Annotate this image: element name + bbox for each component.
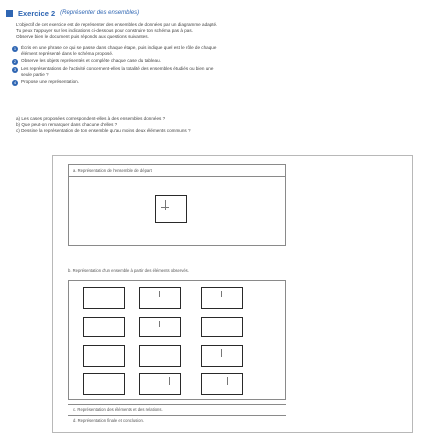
question-number-badge: 1 — [13, 46, 17, 51]
answer-cell[interactable] — [201, 287, 243, 309]
question-text: Propose une représentation. — [21, 79, 79, 84]
footnote: d. Représentation finale et conclusion. — [73, 418, 144, 423]
question-number-badge: 2 — [13, 59, 17, 64]
question-text: Les représentations de l'activité concernent-elles la totalité des ensembles étudiés ou bien une seule partie ? — [21, 66, 214, 77]
answer-cell[interactable] — [139, 287, 181, 309]
sub-question: a) Les cases proposées correspondent-elles à des ensembles données ? — [16, 116, 166, 121]
question-text: Écris en une phrase ce qui se passe dans chaque étape, puis indique quel est le rôle de chaque élément représenté dans le schéma proposé. — [21, 45, 217, 56]
exercise-subtitle: (Représenter des ensembles) — [60, 10, 140, 16]
answer-cell[interactable] — [201, 317, 243, 337]
answer-grid — [68, 280, 286, 400]
footnote: c. Représentation des éléments et des relations. — [73, 407, 163, 412]
answer-cell[interactable] — [83, 373, 125, 395]
answer-cell[interactable] — [83, 287, 125, 309]
intro-line: L'objectif de cet exercice est de représenter des ensembles de données par un diagramme adapté. — [16, 22, 218, 27]
cell-mark — [221, 349, 222, 357]
top-diagram-cell — [155, 195, 187, 223]
cell-mark — [161, 207, 169, 208]
question-item — [12, 79, 436, 86]
question-text: Observe les objets représentés et complète chaque case du tableau. — [21, 58, 161, 63]
cell-mark — [159, 291, 160, 297]
intro-line: Tu peux t'appuyer sur les indications ci-dessous pour construire ton schéma pas à pas. — [16, 28, 193, 33]
cell-mark — [159, 321, 160, 327]
answer-cell[interactable] — [83, 317, 125, 337]
answer-cell[interactable] — [139, 345, 181, 367]
exercise-marker-icon — [6, 10, 13, 17]
middle-caption: b. Représentation d'un ensemble à partir des éléments observés. — [68, 268, 189, 273]
diagram-frame — [52, 155, 413, 433]
answer-cell[interactable] — [139, 317, 181, 337]
sub-question: c) Dessine la représentation de ton ensemble qu'au moins deux éléments communs ? — [16, 128, 191, 133]
question-item — [12, 45, 436, 57]
intro-paragraph — [16, 22, 436, 40]
sub-question-list — [16, 116, 436, 134]
sub-question: b) Que peut-on remarquer dans chacune d'elles ? — [16, 122, 118, 127]
exercise-header — [6, 6, 442, 20]
cell-mark — [169, 377, 170, 385]
cell-mark — [165, 200, 166, 210]
answer-cell[interactable] — [83, 345, 125, 367]
answer-cell[interactable] — [201, 373, 243, 395]
question-number-badge: 4 — [13, 80, 17, 85]
top-box-label: a. Représentation de l'ensemble de départ — [73, 168, 152, 173]
question-number-badge: 3 — [13, 67, 17, 72]
exercise-title: Exercice 2 — [18, 8, 56, 18]
answer-cell[interactable] — [201, 345, 243, 367]
question-item — [12, 66, 436, 78]
question-list — [12, 45, 436, 87]
cell-mark — [221, 291, 222, 297]
divider — [68, 404, 286, 405]
divider — [69, 176, 285, 177]
intro-line: Observe bien le document puis réponds aux questions suivantes. — [16, 34, 149, 39]
cell-mark — [227, 377, 228, 385]
divider — [68, 415, 286, 416]
answer-cell[interactable] — [139, 373, 181, 395]
top-diagram-box — [68, 164, 286, 246]
question-item — [12, 58, 436, 65]
